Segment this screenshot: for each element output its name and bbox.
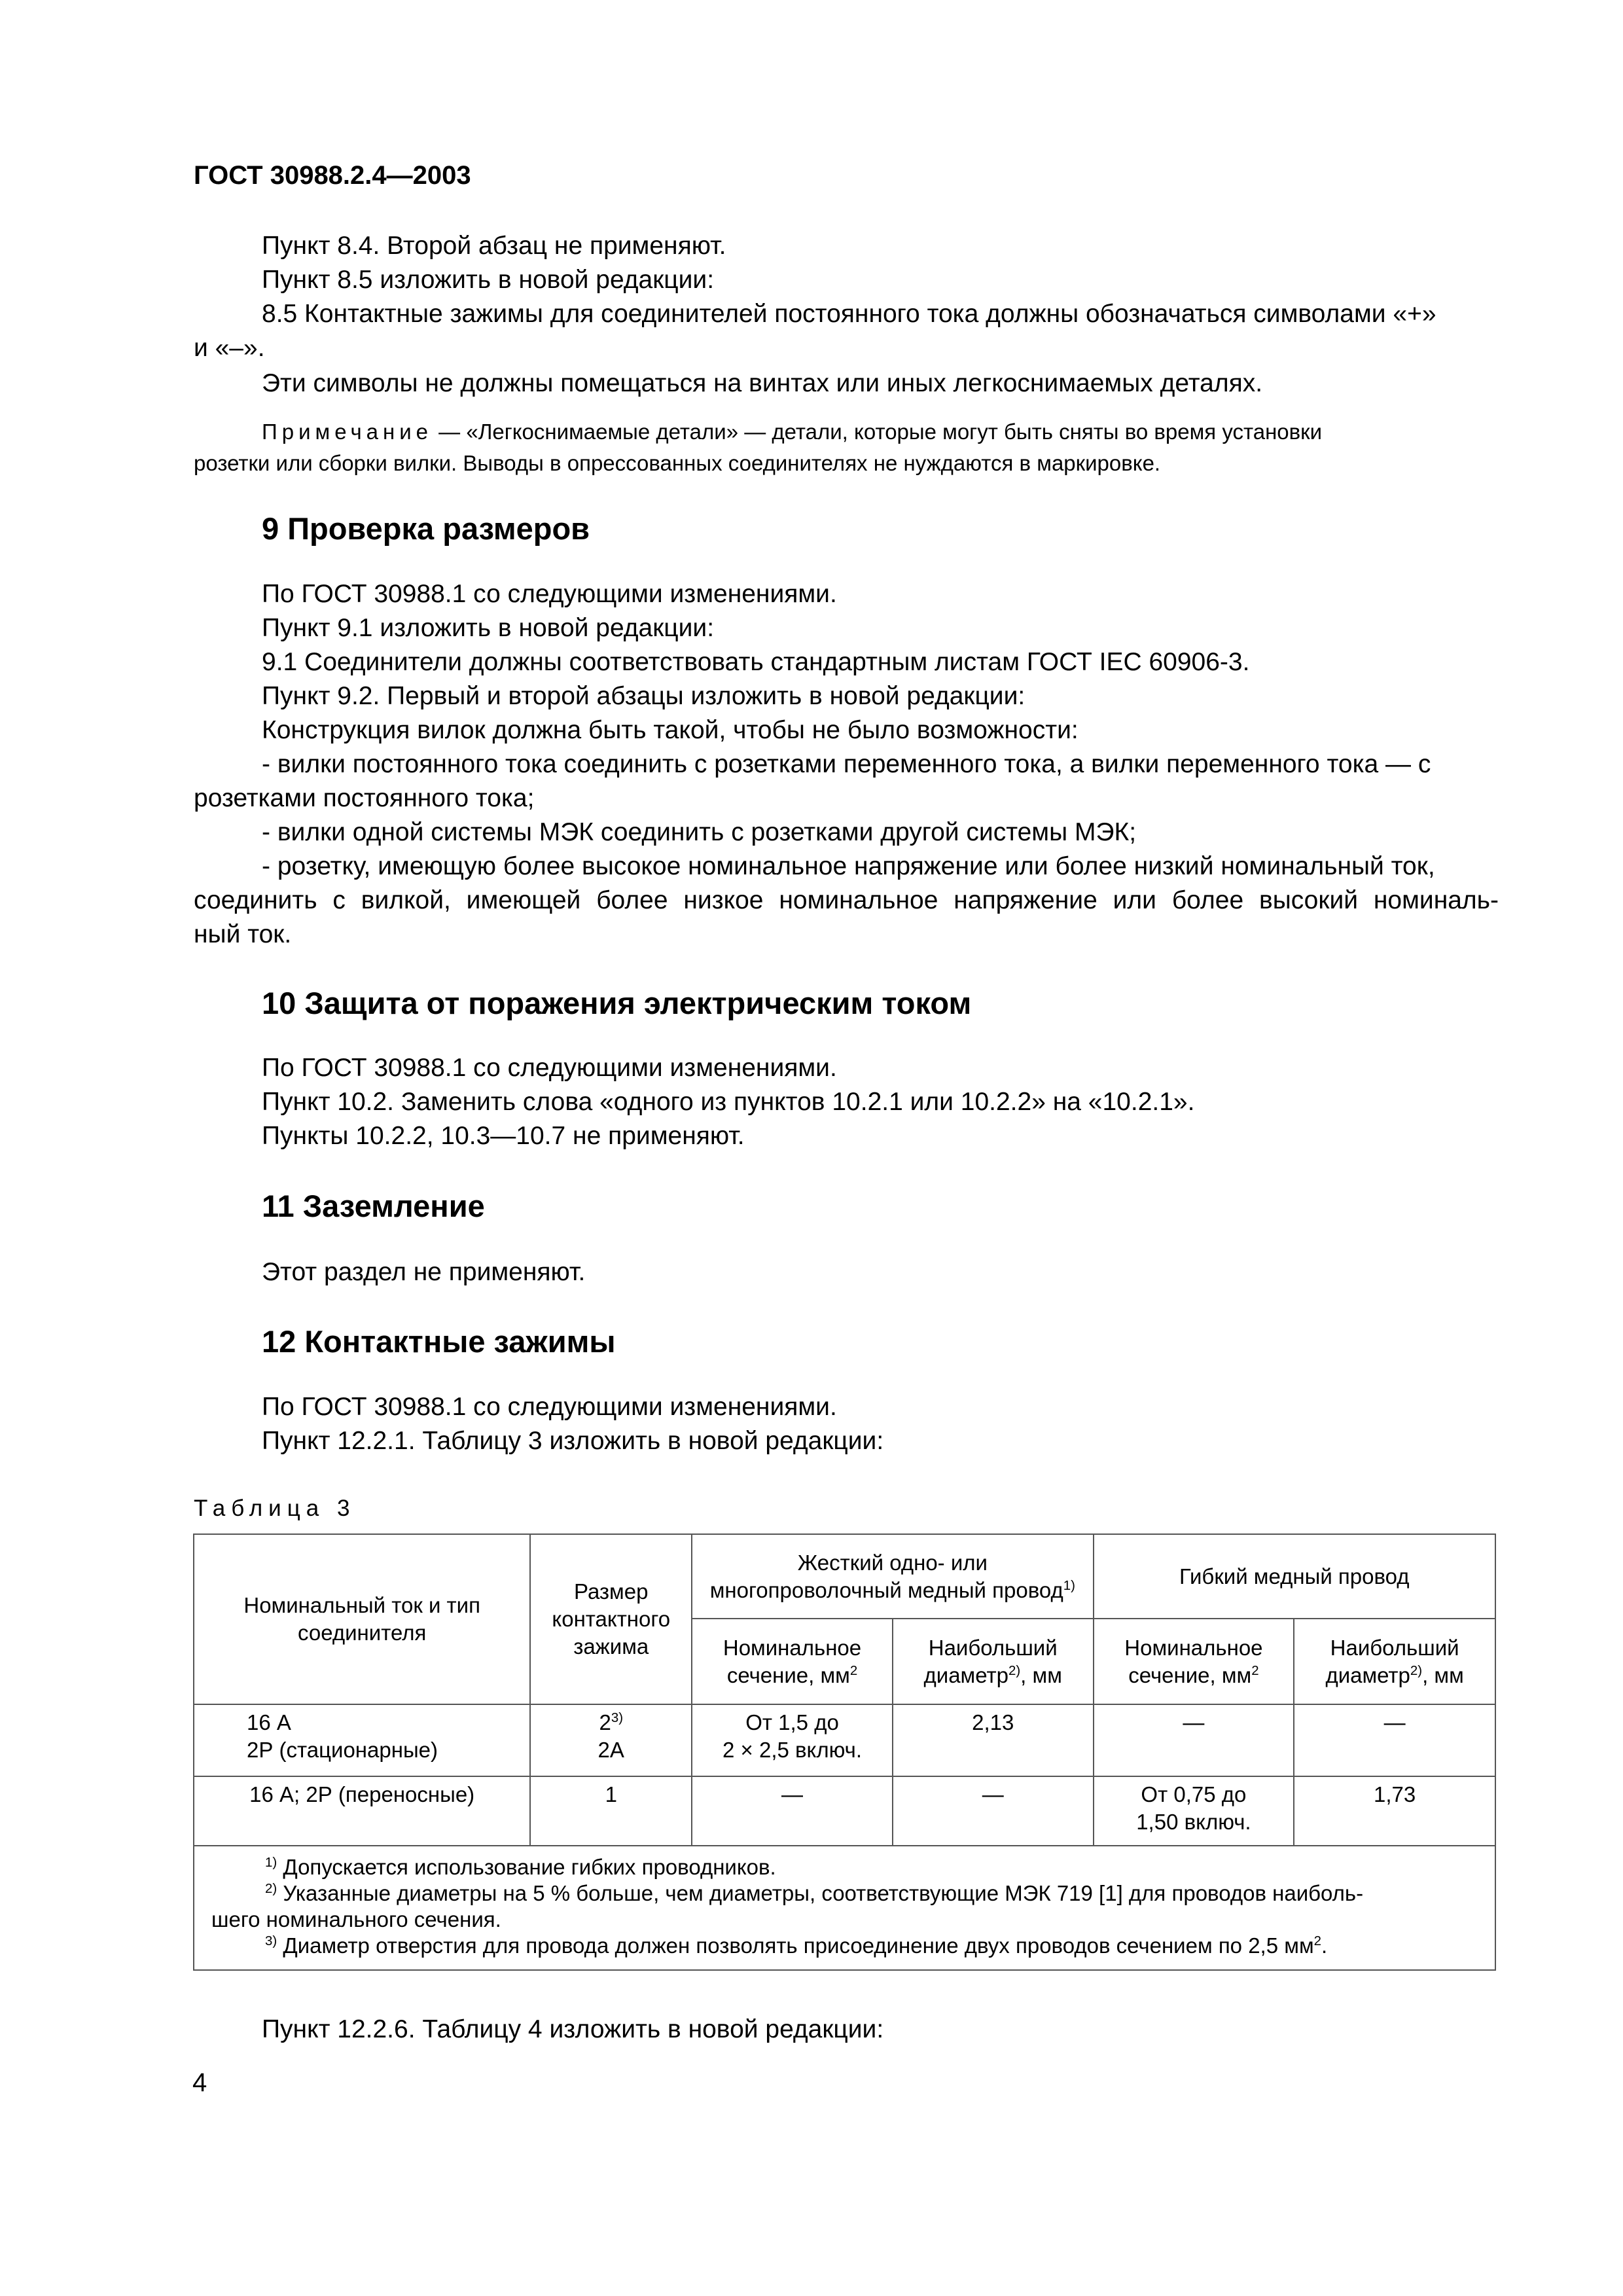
paragraph: 8.5 Контактные зажимы для соединителей постоянного тока должны обозначаться символами «+» bbox=[262, 300, 1436, 328]
section-heading: 10 Защита от поражения электрическим током bbox=[262, 986, 972, 1020]
list-item: розетками постоянного тока; bbox=[194, 784, 535, 812]
paragraph: Эти символы не должны помещаться на винтах или иных легкоснимаемых деталях. bbox=[262, 369, 1263, 397]
page-number: 4 bbox=[192, 2068, 207, 2097]
list-item: - розетку, имеющую более высокое номинальное напряжение или более низкий номинальный ток, bbox=[262, 852, 1435, 880]
paragraph: По ГОСТ 30988.1 со следующими изменениями. bbox=[262, 1393, 837, 1421]
note-text: — «Легкоснимаемые детали» — детали, которые могут быть сняты во время установки bbox=[433, 420, 1323, 444]
table-footnotes bbox=[194, 1846, 1495, 1970]
footnotes-cell bbox=[194, 1846, 1495, 1970]
column-header: Номинальное сечение, $мм^2$ bbox=[1094, 1619, 1294, 1704]
table-cell: — bbox=[893, 1776, 1094, 1846]
table-cell: — bbox=[692, 1776, 893, 1846]
list-item: - вилки одной системы МЭК соединить с розетками другой системы МЭК; bbox=[262, 818, 1137, 846]
paragraph: 9.1 Соединители должны соответствовать стандартным листам ГОСТ IEC 60906-3. bbox=[262, 648, 1250, 676]
column-header: Размер контактного зажима bbox=[530, 1534, 692, 1704]
table-cell: От 0,75 до 1,50 включ. bbox=[1094, 1776, 1294, 1846]
column-header: Гибкий медный провод bbox=[1094, 1534, 1495, 1619]
paragraph: Конструкция вилок должна быть такой, чтобы не было возможности: bbox=[262, 716, 1079, 744]
column-header: Жесткий одно- или многопроволочный медный провод$^{1)}$ bbox=[692, 1534, 1093, 1619]
footnote-continuation: шего номинального сечения. bbox=[211, 1907, 501, 1931]
footnote: $^{1)}$ Допускается использование гибких проводников. bbox=[265, 1855, 776, 1879]
section-heading: 12 Контактные зажимы bbox=[262, 1324, 616, 1359]
paragraph: Этот раздел не применяют. bbox=[262, 1258, 586, 1286]
table-cell: 16 А; 2Р (переносные) bbox=[194, 1776, 530, 1846]
column-header: Наибольший диаметр$^{2)}$, мм bbox=[893, 1619, 1094, 1704]
table-cell: От 1,5 до 2 × 2,5 включ. bbox=[692, 1704, 893, 1776]
note: розетки или сборки вилки. Выводы в опрессованных соединителях не нуждаются в маркировке. bbox=[194, 451, 1161, 475]
paragraph: Пункт 10.2. Заменить слова «одного из пунктов 10.2.1 или 10.2.2» на «10.2.1». bbox=[262, 1088, 1195, 1116]
table-caption: Таблица 3 bbox=[194, 1496, 356, 1521]
paragraph: Пункт 9.1 изложить в новой редакции: bbox=[262, 614, 715, 642]
column-header: Наибольший диаметр$^{2)}$, мм bbox=[1294, 1619, 1495, 1704]
table-3 bbox=[193, 1534, 1496, 1971]
document-header: ГОСТ 30988.2.4—2003 bbox=[194, 161, 471, 190]
section-heading: 9 Проверка размеров bbox=[262, 511, 590, 546]
paragraph: Пункт 12.2.6. Таблицу 4 изложить в новой редакции: bbox=[262, 2015, 884, 2043]
paragraph: и «–». bbox=[194, 334, 265, 362]
list-item: - вилки постоянного тока соединить с розетками переменного тока, а вилки переменного тока — с bbox=[262, 750, 1431, 778]
paragraph: Пункт 9.2. Первый и второй абзацы изложить в новой редакции: bbox=[262, 682, 1026, 710]
paragraph: Пункт 8.5 изложить в новой редакции: bbox=[262, 266, 715, 294]
paragraph: По ГОСТ 30988.1 со следующими изменениями. bbox=[262, 1054, 837, 1082]
table-cell: — bbox=[1294, 1704, 1495, 1776]
footnote: $^{2)}$ Указанные диаметры на 5 % больше, чем диаметры, соответствующие МЭК 719 [1] для проводов наиболь- bbox=[265, 1881, 1364, 1905]
paragraph: Пункт 12.2.1. Таблицу 3 изложить в новой редакции: bbox=[262, 1427, 884, 1455]
list-item: ный ток. bbox=[194, 920, 292, 948]
table-cell: 2,13 bbox=[893, 1704, 1094, 1776]
table-cell: 1,73 bbox=[1294, 1776, 1495, 1846]
table-row bbox=[194, 1776, 1495, 1846]
note bbox=[262, 416, 1322, 448]
column-header: Номинальное сечение, $мм^2$ bbox=[692, 1619, 893, 1704]
list-item: соединить с вилкой, имеющей более низкое номинальное напряжение или более высокий номиналь- bbox=[194, 886, 1499, 914]
table-cell: 1 bbox=[530, 1776, 692, 1846]
column-header: Номинальный ток и тип соединителя bbox=[194, 1534, 530, 1704]
table-row bbox=[194, 1704, 1495, 1776]
paragraph: По ГОСТ 30988.1 со следующими изменениями. bbox=[262, 580, 837, 608]
paragraph: Пункт 8.4. Второй абзац не применяют. bbox=[262, 232, 726, 260]
paragraph: Пункты 10.2.2, 10.3—10.7 не применяют. bbox=[262, 1122, 745, 1150]
section-heading: 11 Заземление bbox=[262, 1189, 485, 1223]
table-cell: 16 А 2Р (стационарные) bbox=[194, 1704, 530, 1776]
footnote: $^{3)}$ Диаметр отверстия для провода должен позволять присоединение двух проводов сечением по 2,5 $мм^2$. bbox=[265, 1933, 1328, 1958]
table-cell: — bbox=[1094, 1704, 1294, 1776]
note-label: Примечание bbox=[262, 420, 433, 444]
table-cell: 2$^{3)}$ 2А bbox=[530, 1704, 692, 1776]
